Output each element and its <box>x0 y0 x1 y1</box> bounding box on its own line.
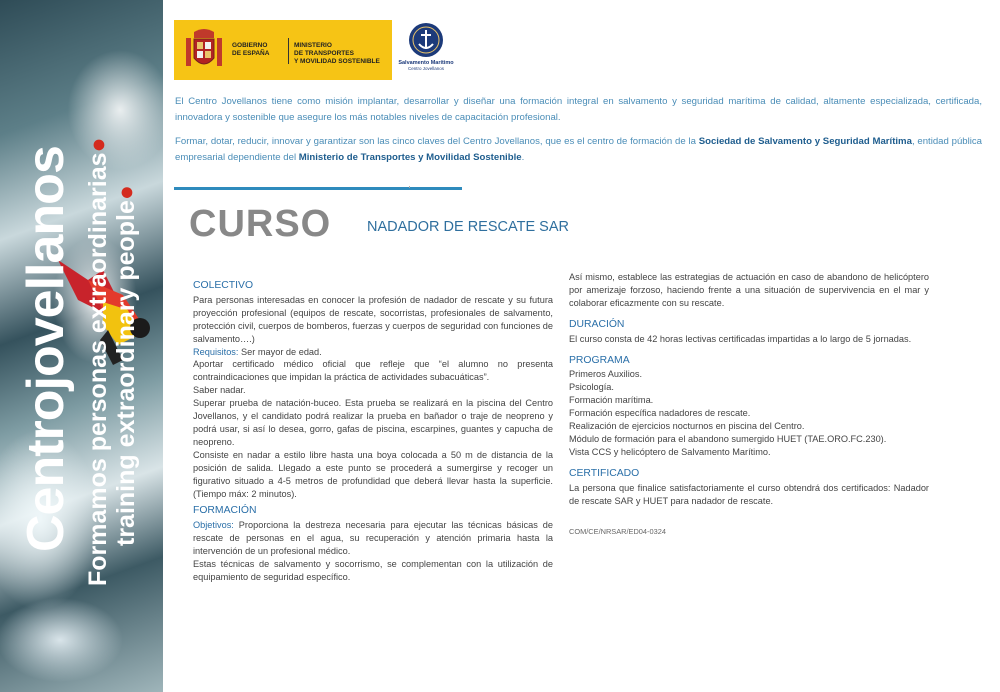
red-dot-icon: ● <box>112 184 140 201</box>
programa-item: Formación marítima. <box>569 395 654 406</box>
objetivos-complemento: Estas técnicas de salvamento y socorrismo, se complementan con la utilización de equipamiento de seguridad específico. <box>193 559 553 582</box>
red-dot-icon: ● <box>84 137 112 153</box>
requisitos-line <box>193 346 553 359</box>
left-column <box>193 280 553 584</box>
requisitos-certificado: Aportar certificado médico oficial que refleje que “el alumno no presenta contraindicaciones que impidan la práctica de actividades subacuáticas”. <box>193 359 553 383</box>
programa-heading: PROGRAMA <box>569 354 630 366</box>
coat-of-arms-icon <box>184 28 224 72</box>
gov-divider <box>288 38 289 64</box>
side-photo <box>0 0 163 692</box>
requisitos-text: Ser mayor de edad. <box>238 346 322 357</box>
sasemar-name: Sociedad de Salvamento y Seguridad Marítima <box>698 136 912 147</box>
spacer <box>569 310 929 319</box>
programa-item: Psicología. <box>569 382 614 393</box>
spacer <box>569 517 929 526</box>
intro-keys-text: Formar, dotar, reducir, innovar y garantizar son las cinco claves del Centro Jovellanos, que es el centro de formación de la <box>175 136 699 147</box>
intro-mission: El Centro Jovellanos tiene como misión implantar, desarrollar y diseñar una formación integral en salvamento y seguridad marítima de calidad, altamente especializada, certificada, innovadora y sostenible que asegure los más notables niveles de capacitación profesional. <box>175 96 982 123</box>
duracion-heading: DURACIÓN <box>569 318 625 330</box>
sm-title: Salvamento Marítimo <box>398 60 454 66</box>
section-divider <box>174 187 462 190</box>
colectivo-heading: COLECTIVO <box>193 280 254 291</box>
salvamento-maritimo-logo <box>398 22 454 80</box>
huet-intro: Así mismo, establece las estrategias de actuación en caso de abandono de helicóptero por amerizaje forzoso, haciendo frente a una situación de supervivencia en el mar y colaborar eficazmente con su rescate. <box>569 272 929 308</box>
anchor-emblem-icon <box>408 22 444 58</box>
tagline-english <box>112 185 141 546</box>
divider-tick <box>409 186 410 188</box>
spacer <box>569 508 929 517</box>
ministry-name <box>294 42 380 66</box>
certificado-text: La persona que finalice satisfactoriamente el curso obtendrá dos certificados: Nadador de rescate SAR y HUET para nadador de rescate. <box>569 482 929 506</box>
programa-item: Formación específica nadadores de rescate. <box>569 408 751 419</box>
programa-item: Módulo de formación para el abandono sumergido HUET (TAE.ORO.FC.230). <box>569 433 887 444</box>
requisitos-label: Requisitos: <box>193 346 239 357</box>
programa-item: Vista CCS y helicóptero de Salvamento Marítimo. <box>569 446 771 457</box>
spacer <box>569 346 929 355</box>
spacer <box>569 459 929 468</box>
objetivos-line <box>193 519 553 558</box>
tagline-spanish <box>84 137 113 586</box>
requisitos-detalle: Consiste en nadar a estilo libre hasta una boya colocada a 50 m de distancia de la posición de salida. Llegado a este punto se procederá a sumergirse y recoger un figurativo situado a 4-5 metros de profundidad que deberá llevar hasta la superficie. (Tiempo máx: 2 minutos). <box>193 449 553 499</box>
programa-item: Realización de ejercicios nocturnos en piscina del Centro. <box>569 421 805 432</box>
gov-name <box>232 42 269 58</box>
document-code: COM/CE/NRSAR/ED04-0324 <box>569 526 666 536</box>
gov-name-line: DE ESPAÑA <box>232 50 270 57</box>
intro-keys <box>175 134 982 165</box>
ministry-line: Y MOVILIDAD SOSTENIBLE <box>294 58 380 65</box>
objetivos-label: Objetivos: <box>193 520 234 531</box>
tagline-spanish-text: Formamos personas extraordinarias <box>84 152 112 586</box>
gov-name-line: GOBIERNO <box>232 42 268 49</box>
ministry-line: MINISTERIO <box>294 42 332 49</box>
programa-item: Primeros Auxilios. <box>569 369 643 380</box>
requisitos-prueba: Superar prueba de natación-buceo. Esta prueba se realizará en la piscina del Centro Jovellanos, y el candidato podrá realizar la prueba en bañador o traje de neopreno y podrá usar, si así lo desea, gorro, gafas de piscina, escarpines, guantes y capucha de neopreno. <box>193 398 553 447</box>
formacion-heading: FORMACIÓN <box>193 505 257 517</box>
ministry-line: DE TRANSPORTES <box>294 50 354 57</box>
sm-subtitle: Centro Jovellanos <box>407 66 445 71</box>
intro-keys-text: . <box>521 151 525 163</box>
certificado-heading: CERTIFICADO <box>569 467 640 479</box>
colectivo-text: Para personas interesadas en conocer la profesión de nadador de rescate y su futura proyección profesional (equipos de rescate, socorristas, profesionales de salvamento, protección civil, cuerpos de bomberos, fuerzas y cuerpos de seguridad con funciones de salvamento….) <box>193 294 553 344</box>
course-title: NADADOR DE RESCATE SAR <box>367 219 569 235</box>
right-column <box>569 271 929 538</box>
duracion-text: El curso consta de 42 horas lectivas certificadas impartidas a lo largo de 5 jornadas. <box>569 333 912 344</box>
tagline-english-text: training extraordinary people <box>112 200 140 546</box>
objetivos-text: Proporciona la destreza necesaria para ejecutar las técnicas básicas de rescate de personas en el agua, su recuperación y atención primaria hasta la intervención de un profesional médico. <box>193 520 553 557</box>
requisitos-nadar: Saber nadar. <box>193 385 246 396</box>
brand-vertical: Centrojovellanos <box>17 146 75 552</box>
gobierno-logo <box>174 20 392 80</box>
course-label: CURSO <box>189 203 332 245</box>
side-text-layer <box>0 0 163 692</box>
ministry-ref: Ministerio de Transportes y Movilidad Sostenible <box>298 151 522 163</box>
intro-keys-text: , entidad pública empresarial dependiente del <box>175 136 983 163</box>
